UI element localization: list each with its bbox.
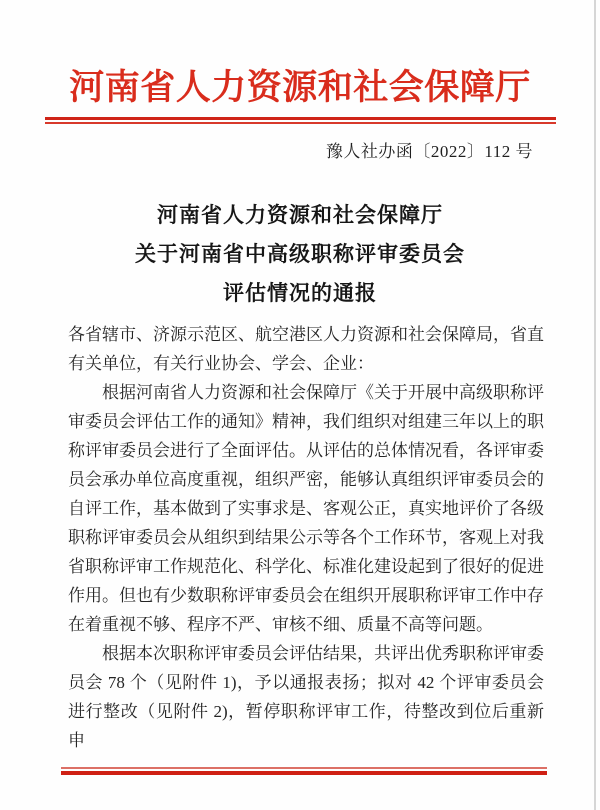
body-paragraph-1: 根据河南省人力资源和社会保障厅《关于开展中高级职称评审委员会评估工作的通知》精神，我们组织对组建三年以上的职称评审委员会进行了全面评估。从评估的总体情况看，各评审委员会承办单位高度重视，组织严密，能够认真组织评审委员会的自评工作，基本做到了实事求是、客观公正，真实地评价了各级职称评审委员会从组织到结果公示等各个工作环节，客观上对我省职称评审工作规范化、科学化、标准化建设起到了很好的促进作用。但也有少数职称评审委员会在组织开展职称评审工作中存在着重视不够、程序不严、审核不细、质量不高等问题。 xyxy=(68,383,544,634)
body-paragraph-2: 根据本次职称评审委员会评估结果，共评出优秀职称评审委员会 78 个（见附件 1)，予以通报表扬；拟对 42 个评审委员会进行整改（见附件 2)，暂停职称评审工作，待整改到位后重新申 xyxy=(68,644,544,750)
document-body xyxy=(68,320,544,755)
doc-title-line-2: 关于河南省中高级职称评审委员会 xyxy=(135,242,465,266)
footer-rule-thin-line xyxy=(61,767,547,769)
doc-title-line-1: 河南省人力资源和社会保障厅 xyxy=(157,203,443,227)
footer-rule-thick-line xyxy=(61,771,547,775)
addressee-paragraph: 各省辖市、济源示范区、航空港区人力资源和社会保障局，省直有关单位，有关行业协会、学会、企业： xyxy=(68,325,544,373)
masthead-rule xyxy=(45,117,556,124)
doc-title xyxy=(0,196,600,313)
scan-edge-line xyxy=(594,0,596,810)
masthead-rule-thick-line xyxy=(45,117,556,120)
masthead-rule-thin-line xyxy=(45,122,556,124)
doc-title-line-3: 评估情况的通报 xyxy=(223,281,377,305)
footer-rule xyxy=(61,767,547,775)
doc-number: 豫人社办函〔2022〕112 号 xyxy=(325,142,533,161)
agency-masthead: 河南省人力资源和社会保障厅 xyxy=(69,68,531,107)
